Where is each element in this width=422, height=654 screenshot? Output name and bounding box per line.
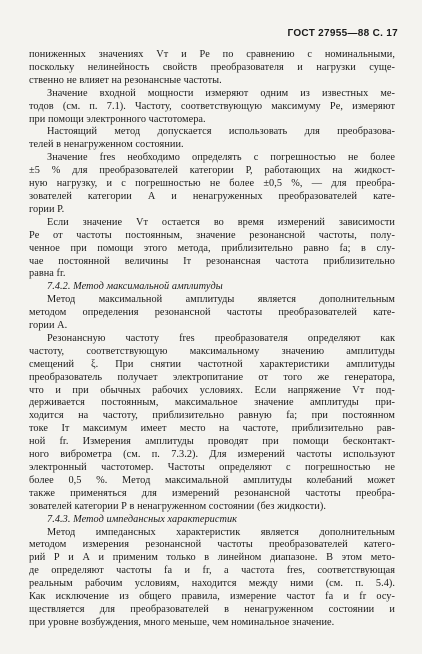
text-line: методом определения резонансной частоты преобразователей кате- <box>29 307 395 319</box>
text-line: токе Iт максимум имеет место на частоте, приблизительно рав- <box>29 423 395 435</box>
text-line: де определяют частоты fa и fr, а частота fres, соответствующая <box>29 565 395 577</box>
text-line: тодов (см. п. 7.1). Частоту, соответствующую максимуму Pe, измеряют <box>29 100 395 112</box>
text-line: зователей категории А и ненагруженных преобразователей кате- <box>29 190 395 202</box>
text-line: пониженных значениях Vт и Pe по сравнению с номинальными, <box>29 49 395 60</box>
text-line: рий Р и А и применим только в линейном диапазоне. В этом мето- <box>29 552 395 564</box>
text-line: методом измерения резонансной частоты преобразователей катего- <box>29 539 395 551</box>
text-line: Значение входной мощности измеряют одним из известных ме- <box>47 87 395 99</box>
text-line: Pe от частоты постоянным, значение резонансной частоты, полу- <box>29 229 395 241</box>
text-line: также применяться для измерений резонансной частоты преобра- <box>29 487 395 499</box>
text-line: электронный частотомер. Частоты определяют с погрешностью не <box>29 462 395 473</box>
text-line: частоту, соответствующую максимальному значению амплитуды <box>29 345 395 357</box>
text-line: ществляется для преобразователей в ненагруженном состоянии и <box>29 603 395 615</box>
text-line: при помощи электронного частотомера. <box>29 113 206 125</box>
text-line: реальным рабочим условиям, находится между ними (см. п. 5.4). <box>29 578 395 590</box>
text-line: Если значение Vт остается во время измерений зависимости <box>47 216 395 228</box>
text-line: Значение fres необходимо определять с погрешностью не более <box>47 152 395 164</box>
text-line: зователей категории Р в ненагруженном состоянии (без жидкости). <box>29 500 326 512</box>
text-line: гории Р. <box>29 203 65 215</box>
text-line: при уровне возбуждения, много меньше, чем номинальное значение. <box>29 616 335 628</box>
text-line: ченное при помощи этого метода, приблизительно равно fa; в слу- <box>29 242 395 254</box>
body-text <box>29 49 395 630</box>
text-line: ходится на частоту, приблизительно равную fa; при постоянном <box>29 410 395 422</box>
text-line: чае постоянной величины Iт резонансная частота приблизительно <box>29 255 395 267</box>
text-line: ной fr. Измерения амплитуды проводят при помощи бесконтакт- <box>29 436 395 448</box>
text-line: Резонансную частоту fres преобразователя определяют как <box>47 332 395 344</box>
text-line: Настоящий метод допускается использовать для преобразова- <box>47 126 395 138</box>
text-line: смещений ξ. При снятии частотной характеристики амплитуды <box>29 358 395 370</box>
text-line: ±5 % для преобразователей категории Р, работающих на жидкост- <box>29 165 395 177</box>
text-line: ного виброметра (см. п. 7.3.2). Для измерений частоты используют <box>29 449 395 461</box>
text-line: Как исключение из общего правила, измерение частот fa и fr осу- <box>29 591 395 603</box>
text-line: гории А. <box>29 320 68 332</box>
text-line: поскольку нелинейность свойств преобразователя и нагрузки суще- <box>29 61 395 73</box>
text-line: ственно не влияет на резонансные частоты. <box>29 74 222 86</box>
page-header: ГОСТ 27955—88 С. 17 <box>287 28 398 39</box>
text-line: Метод импедансных характеристик является дополнительным <box>47 526 395 538</box>
text-line: равна fr. <box>29 268 66 280</box>
text-line: ную нагрузку, и с погрешностью не более ±0,5 %, — для преобра- <box>29 178 395 190</box>
section-heading: 7.4.3. Метод импедансных характеристик <box>47 513 238 525</box>
text-line: что и при обычных рабочих условиях. Если напряжение Vт под- <box>29 384 395 396</box>
text-line: преобразователь получает электропитание от того же генератора, <box>29 371 395 383</box>
text-line: более 0,5 %. Метод максимальной амплитуды колебаний может <box>29 474 395 486</box>
text-line: Метод максимальной амплитуды является дополнительным <box>47 294 395 306</box>
section-heading: 7.4.2. Метод максимальной амплитуды <box>47 281 223 293</box>
text-line: держивается постоянным, максимальное значение амплитуды при- <box>29 397 395 409</box>
text-line: телей в ненагруженном состоянии. <box>29 139 184 151</box>
